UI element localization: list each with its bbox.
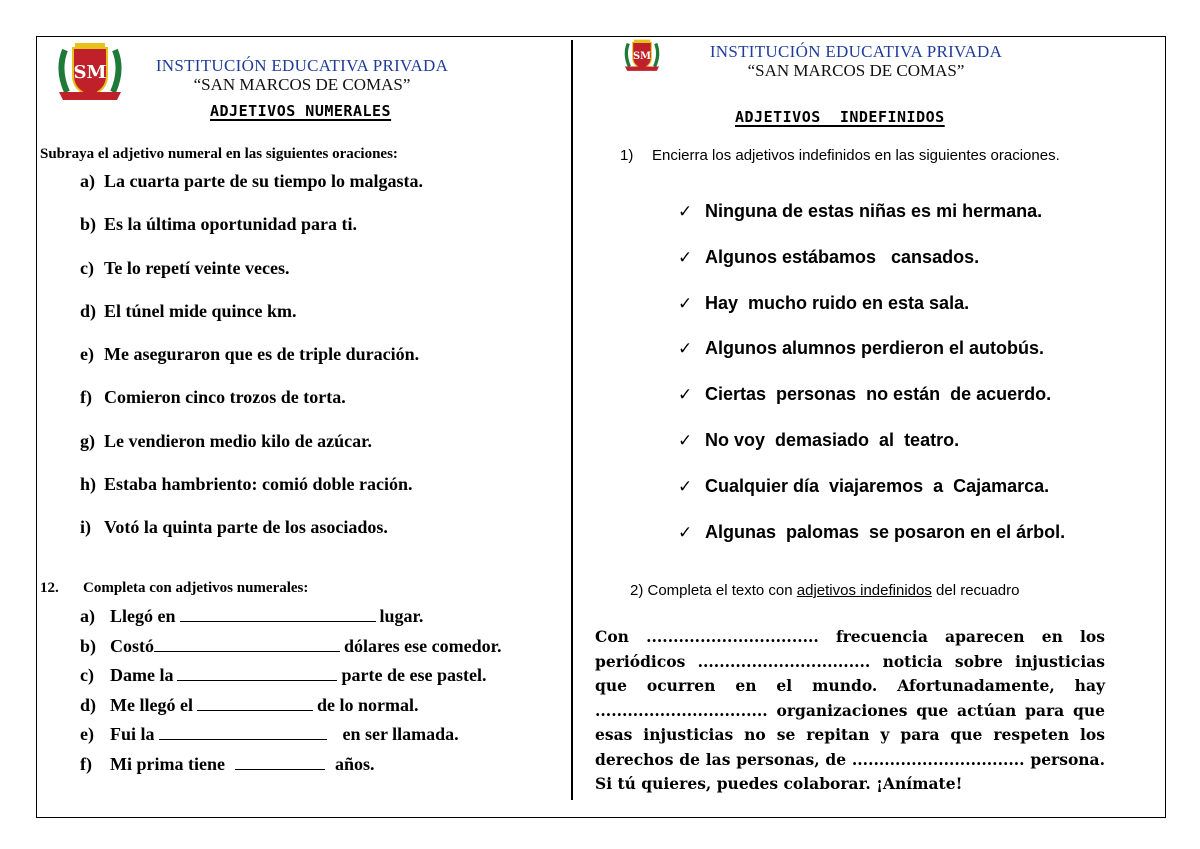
paragraph-line: periódicos ................................ noticia sobre injusticias bbox=[595, 651, 1105, 671]
paragraph-line: Si tú quieres, puedes colaborar. ¡Anímate! bbox=[595, 774, 963, 793]
list-item: f) Mi prima tiene años. bbox=[80, 753, 375, 774]
blank-line[interactable] bbox=[177, 665, 337, 681]
blank-line[interactable] bbox=[180, 606, 376, 622]
sentence-list-right bbox=[678, 201, 1065, 567]
list-item: c) Te lo repetí veinte veces. bbox=[80, 257, 290, 278]
institution-name: INSTITUCIÓN EDUCATIVA PRIVADA bbox=[155, 56, 449, 75]
page-title-left: ADJETIVOS NUMERALES bbox=[210, 102, 392, 120]
blank-line[interactable] bbox=[197, 695, 313, 711]
school-logo-left bbox=[55, 40, 125, 102]
blank-line[interactable] bbox=[235, 754, 325, 770]
paragraph-line: derechos de las personas, de ................................ persona. bbox=[595, 749, 1105, 769]
institution-header-right bbox=[696, 42, 1016, 80]
paragraph-line: que ocurren en el mundo. Afortunadamente, hay bbox=[595, 676, 1105, 695]
list-item: ✓ Algunos estábamos cansados. bbox=[678, 246, 980, 268]
list-item: ✓ No voy demasiado al teatro. bbox=[678, 429, 960, 451]
question-2: 2) Completa el texto con adjetivos indefinidos del recuadro bbox=[630, 582, 1020, 599]
list-item: ✓ Cualquier día viajaremos a Cajamarca. bbox=[678, 475, 1050, 497]
list-item: ✓ Ciertas personas no están de acuerdo. bbox=[678, 384, 1052, 406]
blank-line[interactable] bbox=[159, 724, 327, 740]
question-text: Completa con adjetivos numerales: bbox=[83, 580, 309, 596]
list-item: h) Estaba hambriento: comió doble ración. bbox=[80, 474, 413, 495]
list-item: ✓ Ninguna de estas niñas es mi hermana. bbox=[678, 201, 1043, 222]
paragraph-line: esas injusticias no se repitan y para que respeten los bbox=[595, 725, 1105, 744]
paragraph-line: Con ................................ frecuencia aparecen en los bbox=[595, 627, 1105, 646]
checkmark-icon: ✓ bbox=[678, 202, 693, 222]
list-item: a) La cuarta parte de su tiempo lo malgasta. bbox=[80, 171, 423, 191]
page-title-right: ADJETIVOS INDEFINIDOS bbox=[735, 108, 945, 126]
instruction-number: 1) bbox=[620, 147, 634, 164]
list-item: a) Llegó en lugar. bbox=[80, 606, 424, 626]
school-logo-right bbox=[622, 38, 662, 72]
list-item: d) El túnel mide quince km. bbox=[80, 300, 297, 321]
instruction-right bbox=[620, 146, 1105, 165]
instruction-left: Subraya el adjetivo numeral en las siguientes oraciones: bbox=[40, 146, 398, 162]
institution-subname: “SAN MARCOS DE COMAS” bbox=[193, 75, 411, 94]
instruction-text: Encierra los adjetivos indefinidos en las siguientes oraciones. bbox=[652, 147, 1060, 164]
list-item: ✓ Algunas palomas se posaron en el árbol. bbox=[678, 521, 1066, 543]
svg-text:SM: SM bbox=[73, 62, 107, 83]
question-number: 12. bbox=[40, 580, 59, 596]
list-item: d) Me llegó el de lo normal. bbox=[80, 694, 419, 715]
column-divider bbox=[571, 40, 573, 800]
checkmark-icon: ✓ bbox=[678, 522, 693, 543]
list-item: b) Es la última oportunidad para ti. bbox=[80, 214, 358, 235]
checkmark-icon: ✓ bbox=[678, 430, 693, 451]
paragraph-line: ................................ organizaciones que actúan para que bbox=[595, 700, 1105, 720]
completion-paragraph bbox=[595, 625, 1105, 797]
list-item: i) Votó la quinta parte de los asociados. bbox=[80, 517, 388, 538]
institution-header-left bbox=[142, 56, 462, 94]
question-12 bbox=[40, 580, 308, 597]
blank-line[interactable] bbox=[154, 636, 340, 652]
underlined-term: adjetivos indefinidos bbox=[796, 582, 932, 599]
svg-text:SM: SM bbox=[632, 50, 652, 62]
institution-subname: “SAN MARCOS DE COMAS” bbox=[747, 61, 965, 80]
list-item: b) Costó dólares ese comedor. bbox=[80, 635, 502, 656]
list-item: ✓ Hay mucho ruido en esta sala. bbox=[678, 292, 970, 314]
checkmark-icon: ✓ bbox=[678, 339, 693, 360]
list-item: e) Fui la en ser llamada. bbox=[80, 724, 459, 744]
institution-name: INSTITUCIÓN EDUCATIVA PRIVADA bbox=[709, 42, 1003, 61]
fill-blank-list bbox=[80, 606, 501, 783]
list-item: c) Dame la parte de ese pastel. bbox=[80, 665, 487, 685]
sentence-list-left bbox=[80, 171, 423, 561]
checkmark-icon: ✓ bbox=[678, 247, 693, 268]
list-item: e) Me aseguraron que es de triple duración. bbox=[80, 344, 420, 365]
list-item: f) Comieron cinco trozos de torta. bbox=[80, 387, 346, 408]
checkmark-icon: ✓ bbox=[678, 293, 693, 314]
checkmark-icon: ✓ bbox=[678, 476, 693, 497]
list-item: ✓ Algunos alumnos perdieron el autobús. bbox=[678, 338, 1045, 360]
list-item: g) Le vendieron medio kilo de azúcar. bbox=[80, 430, 373, 451]
checkmark-icon: ✓ bbox=[678, 385, 693, 406]
